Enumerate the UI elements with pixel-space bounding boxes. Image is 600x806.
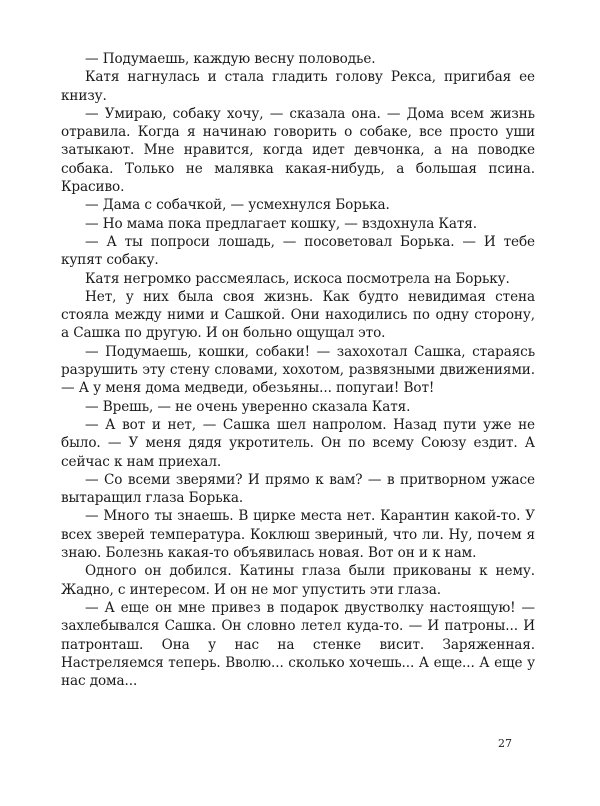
paragraph-2: Катя нагнулась и стала гладить голову Рекса, пригибая ее книзу. xyxy=(61,69,535,104)
page-number: 27 xyxy=(498,737,512,750)
paragraph-11: — А вот и нет, — Сашка шел напролом. Назад пути уже не было. — У меня дядя укротитель. Он по всему Союзу ездит. А сейчас к нам приехал. xyxy=(61,416,535,470)
paragraph-9: — Подумаешь, кошки, собаки! — захохотал Сашка, стараясь разрушить эту стену словами, хохотом, развязными движениями. — А у меня дома медведи, обезьяны... попугаи! Вот! xyxy=(61,343,535,397)
paragraph-1: — Подумаешь, каждую весну половодье. xyxy=(85,51,376,67)
paragraph-14: Одного он добился. Катины глаза были прикованы к нему. Жадно, с интересом. И он не мог упустить эти глаза. xyxy=(61,563,535,598)
paragraph-12: — Со всеми зверями? И прямо к вам? — в притворном ужасе вытаращил глаза Борька. xyxy=(61,471,535,507)
paragraph-15: — А еще он мне привез в подарок двустволку настоящую! — захлебывался Сашка. Он словно летел куда-то. — И патроны... И патронташ. Она у нас на стенке висит. Заряженная. Настреляемся теперь. Вволю... сколько хочешь... А еще... А еще у нас дома... xyxy=(61,599,535,690)
paragraph-8: Нет, у них была своя жизнь. Как будто невидимая стена стояла между ними и Сашкой. Они находились по одну сторону, а Сашка по другую. И он больно ощущал это. xyxy=(61,288,535,342)
paragraph-10: — Врешь, — не очень уверенно сказала Катя. xyxy=(85,398,411,415)
paragraph-4: — Дама с собачкой, — усмехнулся Борька. xyxy=(85,197,390,214)
paragraph-7: Катя негромко рассмеялась, искоса посмотрела на Борьку. xyxy=(85,270,510,287)
paragraph-6: — А ты попроси лошадь, — посоветовал Борька. — И тебе купят собаку. xyxy=(61,233,535,269)
paragraph-3: — Умираю, собаку хочу, — сказала она. — Дома всем жизнь отравила. Когда я начинаю говорить о собаке, все просто уши затыкают. Мне нравится, когда идет девчонка, а на поводке собака. Только не малявка какая-нибудь, а большая псина. Красиво. xyxy=(61,105,535,196)
paragraph-5: — Но мама пока предлагает кошку, — вздохнула Катя. xyxy=(85,215,477,232)
page-text xyxy=(61,50,535,690)
paragraph-13: — Много ты знаешь. В цирке места нет. Карантин какой-то. У всех зверей температура. Коклюш звериный, что ли. Ну, почем я знаю. Болезнь какая-то объявилась новая. Вот он и к нам. xyxy=(61,508,535,562)
